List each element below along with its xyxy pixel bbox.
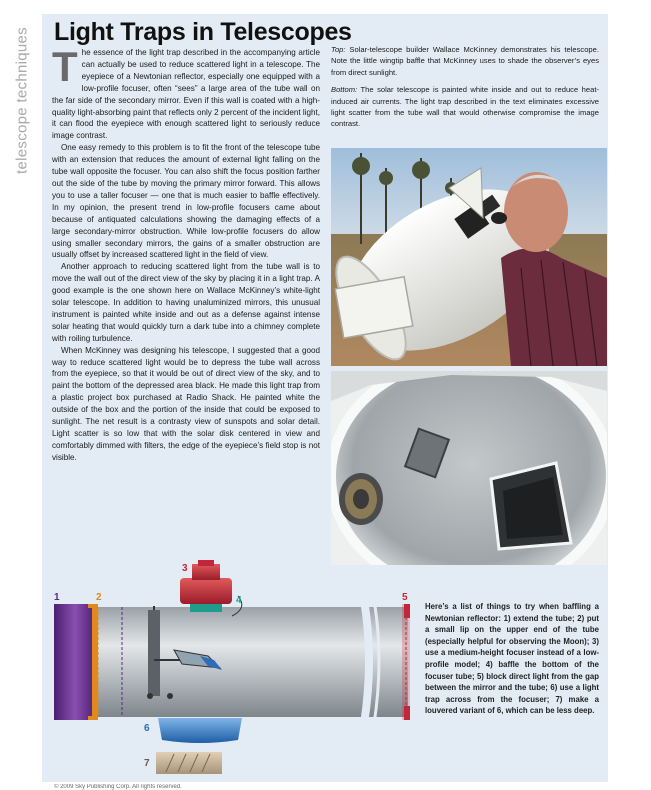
- photo-captions: [331, 44, 599, 136]
- label-5: 5: [402, 592, 408, 603]
- photo-bottom-illustration: [331, 371, 607, 565]
- article-title: Light Traps in Telescopes: [54, 18, 352, 46]
- drop-cap: T: [52, 43, 78, 90]
- label-6: 6: [144, 723, 150, 734]
- paragraph-1: [52, 43, 320, 142]
- paragraph-2: One easy remedy to this problem is to fit the front of the telescope tube with an extension that reduces the amount of external light falling on the tube wall opposite the focuser. You can also shift the focus position farther out the side of the tube by moving the primary mirror forward. This allows you to use a taller focuser — one that is much easier to baffle effectively. In my opinion, the present trend in low-profile focusers came about because of antiquated calculations showing the damaging effects of a large secondary-mirror obstruction. While low-profile focusers do allow using smaller secondary mirrors, the gains of a smaller obstruction are usually offset by increased scattered light in the field of view.: [52, 143, 320, 260]
- spider-vane: [148, 610, 160, 696]
- focuser-baffle: [190, 604, 222, 612]
- paragraph-4: When McKinney was designing his telescope, I suggested that a good way to reduce scattered light would be to depress the tube wall across from the eyepiece, so that it would be out of direct view of the sky, and to paint the bottom of the depressed area black. He made this light trap from a plastic project box purchased at Radio Shack. He painted white the outside of the box and the portion of the inside that could be exposed to sunlight. The net result is a contrasty view of sunspots and solar detail. Light scatter is so low that with the solar disk centered in view and comfortably dimmed with filters, the edge of the eyepiece’s field stop is not visible.: [52, 345, 320, 462]
- tube-extension: [54, 604, 96, 720]
- photo-top-illustration: [331, 148, 607, 366]
- section-label: telescope techniques: [13, 27, 31, 174]
- label-3: 3: [182, 563, 188, 574]
- photo-mckinney-telescope: [331, 148, 607, 366]
- label-2: 2: [96, 592, 102, 603]
- copyright-footer: © 2009 Sky Publishing Corp. All rights reserved.: [54, 784, 182, 790]
- caption-top: [331, 44, 599, 78]
- label-1: 1: [54, 592, 60, 603]
- label-4: 4: [236, 595, 242, 606]
- telescope-tube: [98, 607, 408, 717]
- tube-lip: [92, 604, 98, 720]
- photo-tube-interior: [331, 371, 607, 565]
- paragraph-1-text: he essence of the light trap described in the accompanying article can actually be used to reduce scattered light in a telescope. The eyepiece of a Newtonian reflector, especially one equipped with a low-profile focuser, often “sees” a large area of the tube wall on the far side of the secondary mirror. Even if this wall is coated with a high-quality light-absorbing paint that reflects only 2 percent of the incident light, it can flood the eyepiece with enough scattered light to seriously reduce image contrast.: [52, 48, 320, 141]
- caption-top-label: Top:: [331, 45, 346, 54]
- paragraph-3: Another approach to reducing scattered light from the tube wall is to move the wall out of the direct view of the sky by placing it in a light trap. A good example is the one shown here on Wallace McKinney’s white-light solar telescope. In addition to having unaluminized mirrors, this unusual instrument is painted white inside and out as a defense against intense solar heating that would quickly turn a dark tube into a chimney complete with roiling turbulence.: [52, 262, 320, 343]
- louvered-trap: [156, 752, 222, 774]
- caption-top-text: Solar-telescope builder Wallace McKinney demonstrates his telescope. Note the little wingtip baffle that McKinney uses to shade the observer’s eyes from direct sunlight.: [331, 45, 599, 77]
- caption-bottom-label: Bottom:: [331, 85, 358, 95]
- focuser: [180, 578, 232, 604]
- diagram-svg: [42, 560, 412, 782]
- label-7: 7: [144, 758, 150, 769]
- caption-bottom-text: The solar telescope is painted white inside and out to reduce heat-induced air currents. The light trap described in the text eliminates excessive light scatter from the tube wall that would otherwise compromise the image contrast.: [331, 85, 599, 129]
- article-body: [52, 43, 320, 464]
- caption-bottom: [331, 84, 599, 130]
- light-trap: [158, 718, 242, 743]
- baffling-steps: Here’s a list of things to try when baffling a Newtonian reflector: 1) extend the tube; 2) put a small lip on the upper end of the tube (especially helpful for observing the Moon); 3) use a medium-height focuser instead of a low-profile model; 4) baffle the bottom of the focuser tube; 5) block direct light from the gap between the mirror and the tube; 6) use a light trap across from the focuser; 7) make a louvered variant of 6, which can be less deep.: [425, 602, 599, 716]
- baffling-diagram: [42, 560, 412, 782]
